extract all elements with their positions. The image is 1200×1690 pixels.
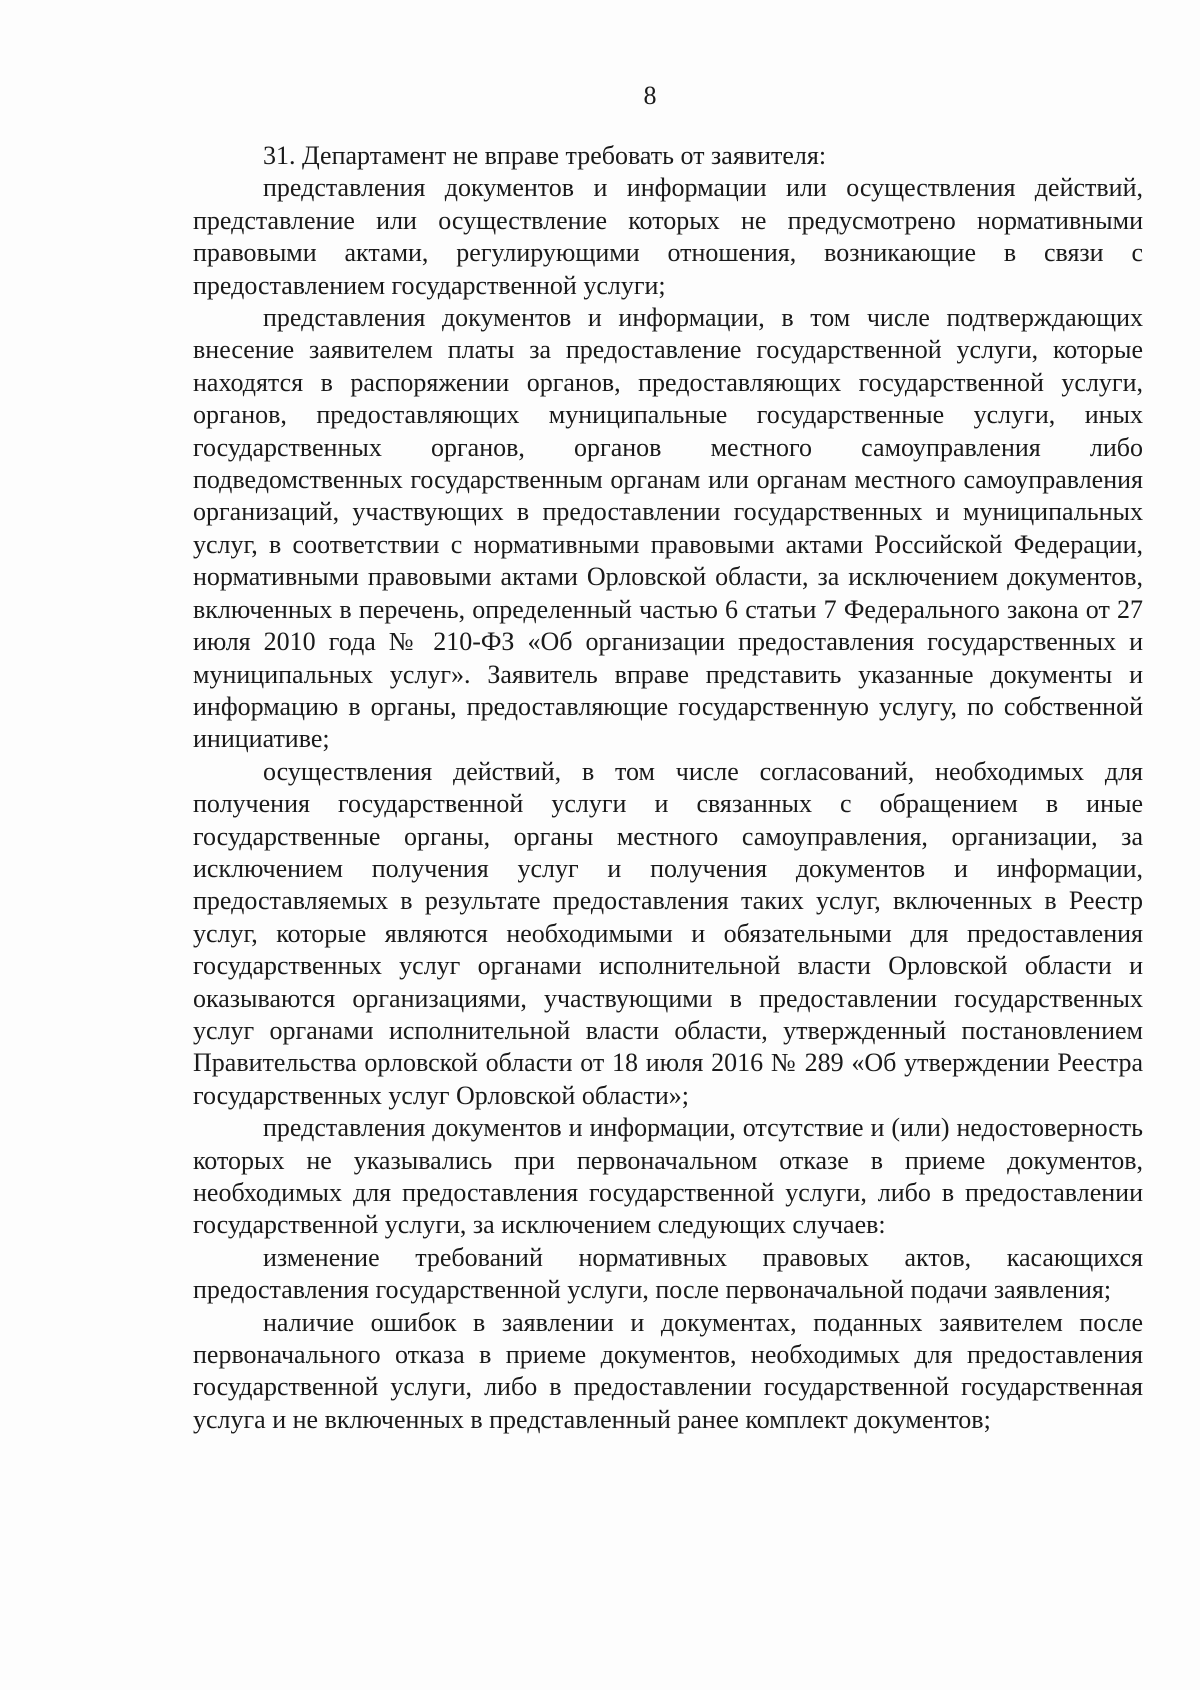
page-number: 8 xyxy=(643,81,657,110)
paragraph-case-a: изменение требований нормативных правовых актов, касающихся предоставления государственной услуги, после первоначальной подачи заявления; xyxy=(193,1242,1143,1305)
paragraph-item-1: представления документов и информации или осуществления действий, представление или осуществление которых не предусмотрено нормативными правовыми актами, регулирующими отношения, возникающие в связи с предоставлением государственной услуги; xyxy=(193,173,1143,300)
paragraph-case-b: наличие ошибок в заявлении и документах, поданных заявителем после первоначального отказа в приеме документов, необходимых для предоставления государственной услуги, либо в предоставлении государственной государственная услуга и не включенных в представленный ранее комплект документов; xyxy=(193,1307,1143,1434)
paragraph-item-4: представления документов и информации, отсутствие и (или) недостоверность которых не указывались при первоначальном отказе в приеме документов, необходимых для предоставления государственной услуги, либо в предоставлении государственной услуги, за исключением следующих случаев: xyxy=(193,1113,1143,1240)
paragraph-item-3: осуществления действий, в том числе согласований, необходимых для получения государственной услуги и связанных с обращением в иные государственные органы, органы местного самоуправления, организации, за исключением получения услуг и получения документов и информации, предоставляемых в результате предоставления таких услуг, включенных в Реестр услуг, которые являются необходимыми и обязательными для предоставления государственных услуг органами исполнительной власти Орловской области и оказываются организациями, участвующими в предоставлении государственных услуг органами исполнительной власти области, утвержденный постановлением Правительства орловской области от 18 июля 2016 № 289 «Об утверждении Реестра государственных услуг Орловской области»; xyxy=(193,756,1143,1110)
paragraph-item-2: представления документов и информации, в том числе подтверждающих внесение заявителем платы за предоставление государственной услуги, которые находятся в распоряжении органов, предоставляющих государственной услуги, органов, предоставляющих муниципальные государственные услуги, иных государственных органов, органов местного самоуправления либо подведомственных государственным органам или органам местного самоуправления организаций, участвующих в предоставлении государственных и муниципальных услуг, в соответствии с нормативными правовыми актами Российской Федерации, нормативными правовыми актами Орловской области, за исключением документов, включенных в перечень, определенный частью 6 статьи 7 Федерального закона от 27 июля 2010 года № 210-ФЗ «Об организации предоставления государственных и муниципальных услуг». Заявитель вправе представить указанные документы и информацию в органы, предоставляющие государственную услугу, по собственной инициативе; xyxy=(193,303,1143,754)
paragraph-31-intro: 31. Департамент не вправе требовать от заявителя: xyxy=(263,141,827,170)
document-body xyxy=(193,140,1143,1436)
